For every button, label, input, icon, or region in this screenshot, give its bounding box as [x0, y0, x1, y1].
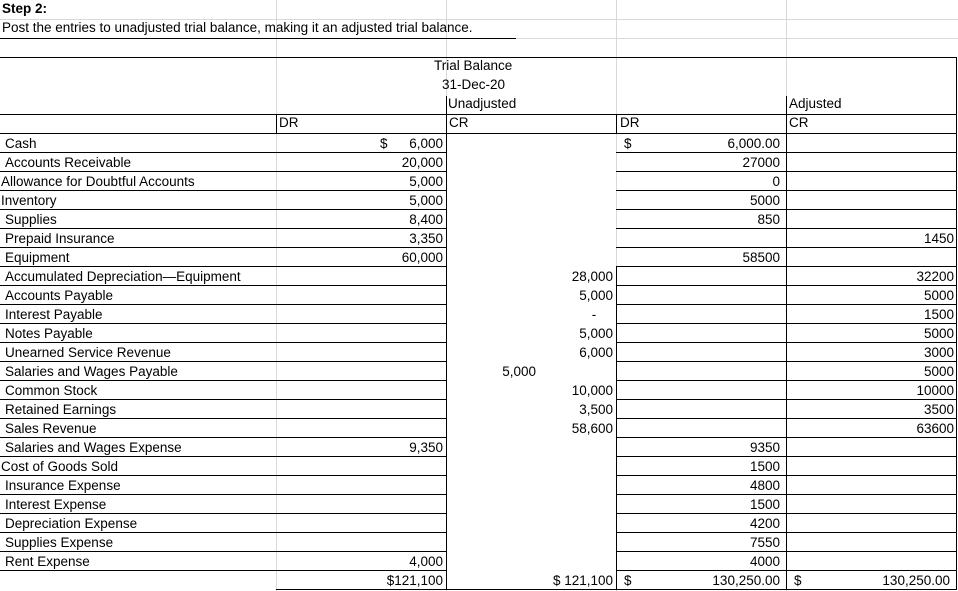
cell-border: [276, 361, 447, 362]
cell-border: [276, 399, 447, 400]
adjusted-dr-value: 5000: [749, 193, 780, 208]
account-name: Rent Expense: [5, 554, 90, 569]
account-name: Cash: [5, 136, 37, 151]
cell-border: [276, 380, 447, 381]
account-name: Retained Earnings: [5, 402, 117, 417]
column-header-divider: [0, 133, 957, 134]
account-name: Insurance Expense: [5, 478, 121, 493]
account-name: Cost of Goods Sold: [1, 459, 119, 474]
adjusted-cr-value: 3000: [923, 345, 954, 360]
account-name: Equipment: [5, 250, 70, 265]
account-name: Interest Expense: [5, 497, 107, 512]
adjusted-dr-value: 0: [772, 174, 780, 189]
adjusted-cr-value: 63600: [916, 421, 954, 436]
account-name: Sales Revenue: [5, 421, 97, 436]
adjusted-dr-value: 850: [757, 212, 780, 227]
account-name: Accumulated Depreciation—Equipment: [5, 269, 241, 284]
cell-border: [276, 266, 447, 267]
adjusted-cr-value: 5000: [923, 364, 954, 379]
unadjusted-dr-value: 9,350: [409, 440, 443, 455]
adjusted-dr-value: 9350: [749, 440, 780, 455]
header-separator: [446, 96, 447, 134]
cell-border: [276, 513, 447, 514]
unadjusted-cr-value: 58,600: [571, 421, 613, 436]
adjusted-dr-total: 130,250.00: [712, 573, 780, 588]
adjusted-cash-dollar-sign: $: [624, 136, 632, 151]
unadjusted-cr-value: 6,000: [579, 345, 613, 360]
adjusted-cr-value: 3500: [923, 402, 954, 417]
adjusted-cr-total: 130,250.00: [882, 573, 950, 588]
account-name: Supplies Expense: [5, 535, 114, 550]
unadjusted-dr-value: 6,000: [409, 136, 443, 151]
adjusted-dr-value: 58500: [742, 250, 780, 265]
adjusted-cr-value: 5000: [923, 326, 954, 341]
adjusted-dr-total-dollar: $: [624, 573, 632, 588]
adjusted-dr-value: 4200: [749, 516, 780, 531]
unadjusted-cr-total: $ 121,100: [552, 573, 613, 588]
adjusted-dr-header: DR: [620, 115, 640, 130]
cell-border: [276, 456, 447, 457]
adjusted-cr-value: 5000: [923, 288, 954, 303]
unadjusted-cr-header: CR: [449, 115, 469, 130]
adjusted-dr-value: 4800: [749, 478, 780, 493]
trial-balance-title: Trial Balance: [434, 58, 513, 73]
unadjusted-cr-value: 3,500: [579, 402, 613, 417]
adjusted-dr-value: 4000: [749, 554, 780, 569]
unadjusted-dr-value: 5,000: [409, 174, 443, 189]
adjusted-cr-value: 1450: [923, 231, 954, 246]
account-name: Notes Payable: [5, 326, 93, 341]
account-name: Salaries and Wages Payable: [5, 364, 178, 379]
cell-border: [276, 532, 447, 533]
header-separator: [276, 114, 277, 134]
adjusted-cr-header: CR: [789, 115, 809, 130]
unadjusted-dr-value: 8,400: [409, 212, 443, 227]
header-separator: [616, 114, 617, 134]
cell-border: [276, 494, 447, 495]
unadjusted-cr-value: 5,000: [579, 288, 613, 303]
header-divider: [0, 114, 957, 115]
adjusted-dr-value: 6,000.00: [727, 136, 780, 151]
unadjusted-dr-header: DR: [279, 115, 299, 130]
instruction-underline: [0, 38, 516, 39]
adjusted-cr-value: 1500: [923, 307, 954, 322]
trial-balance-date: 31-Dec-20: [442, 77, 506, 92]
unadjusted-cr-value: 10,000: [571, 383, 613, 398]
adjusted-dr-value: 1500: [749, 497, 780, 512]
cell-border: [276, 323, 447, 324]
adjusted-cr-value: 32200: [916, 269, 954, 284]
cell-border: [276, 285, 447, 286]
unadjusted-header: Unadjusted: [448, 96, 517, 111]
cell-border: [0, 570, 277, 571]
adjusted-dr-value: 7550: [749, 535, 780, 550]
adjusted-header: Adjusted: [789, 96, 842, 111]
cash-dollar-sign: $: [380, 136, 388, 151]
unadjusted-cr-value: 28,000: [571, 269, 613, 284]
account-name: Interest Payable: [5, 307, 103, 322]
account-name: Accounts Receivable: [5, 155, 132, 170]
cell-border: [276, 475, 447, 476]
unadjusted-dr-value: 5,000: [409, 193, 443, 208]
unadjusted-dr-value: 20,000: [401, 155, 443, 170]
account-name: Salaries and Wages Expense: [5, 440, 182, 455]
cell-border: [276, 304, 447, 305]
header-separator: [786, 96, 787, 134]
account-name: Supplies: [5, 212, 57, 227]
adjusted-dr-value: 27000: [742, 155, 780, 170]
instruction-text: Post the entries to unadjusted trial balance, making it an adjusted trial balance.: [2, 20, 473, 35]
account-name: Allowance for Doubtful Accounts: [1, 174, 195, 189]
account-name: Depreciation Expense: [5, 516, 138, 531]
adjusted-cr-total-dollar: $: [794, 573, 802, 588]
account-name: Common Stock: [5, 383, 98, 398]
unadjusted-dr-value: 4,000: [409, 554, 443, 569]
unadjusted-dr-value: 60,000: [401, 250, 443, 265]
adjusted-dr-value: 1500: [749, 459, 780, 474]
account-name: Unearned Service Revenue: [5, 345, 171, 360]
cell-border: [276, 418, 447, 419]
unadjusted-dr-value: 5,000: [502, 364, 536, 379]
unadjusted-dr-total: $121,100: [386, 573, 443, 588]
account-name: Accounts Payable: [5, 288, 114, 303]
step-heading: Step 2:: [2, 1, 48, 16]
cell-border: [276, 342, 447, 343]
account-name: Inventory: [1, 193, 57, 208]
unadjusted-dr-value: 3,350: [409, 231, 443, 246]
unadjusted-cr-value: 5,000: [579, 326, 613, 341]
unadjusted-cr-value: -: [591, 307, 597, 322]
account-name: Prepaid Insurance: [5, 231, 115, 246]
adjusted-cr-value: 10000: [916, 383, 954, 398]
